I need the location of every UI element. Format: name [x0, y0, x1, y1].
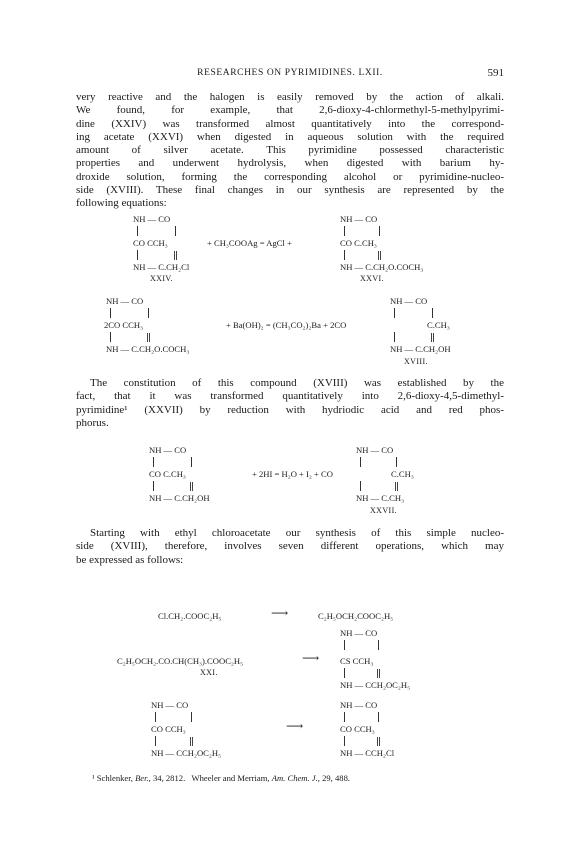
- text-line: very reactive and the halogen is easily removed by the action of alkali.: [76, 91, 504, 103]
- bond-line: [137, 226, 138, 236]
- text-line: Starting with ethyl chloroacetate our synthesis of this simple nucleo-: [90, 527, 504, 539]
- compound-number: XXI.: [200, 668, 218, 677]
- formula-row: NH — C.CH₂OH: [149, 493, 210, 503]
- double-bond: [190, 482, 193, 491]
- formula: Cl.CH₂.COOC₂H₅: [158, 611, 222, 621]
- text-line: pyrimidine¹ (XXVII) by reduction with hydriodic acid and red phos-: [76, 403, 504, 416]
- double-bond: [174, 251, 177, 260]
- formula-row: NH — CO: [151, 700, 189, 710]
- reaction-arrow: ⟶: [286, 719, 304, 733]
- text-line: fact, that it was transformed quantitatively into 2,6-dioxy-4,5-dimethyl-: [76, 390, 504, 403]
- footnote-author: Wheeler and Merriam,: [191, 773, 270, 783]
- reaction-terms: + 2HI = H₂O + I₂ + CO: [252, 469, 333, 479]
- formula-row: 2CO CCH₃: [104, 320, 144, 330]
- bond-line: [155, 712, 156, 722]
- formula-row: NH — C.CH₂O.COCH₃: [106, 344, 190, 354]
- bond-line: [344, 736, 345, 746]
- bond-line: [378, 640, 379, 650]
- bond-line: [344, 668, 345, 678]
- bond-line: [394, 308, 395, 318]
- paragraph-1: [76, 91, 504, 211]
- formula-row: CO C.CH₃: [340, 238, 377, 248]
- footnote-reference: 34, 2812.: [152, 773, 186, 783]
- text-line: following equations:: [76, 197, 167, 210]
- double-bond: [395, 482, 398, 491]
- bond-line: [379, 226, 380, 236]
- formula-row: NH — CO: [149, 445, 187, 455]
- footnote-journal: Am. Chem. J.,: [271, 773, 320, 783]
- reaction-terms: + Ba(OH)₂ = (CH₃CO₂)₂Ba + 2CO: [226, 320, 347, 330]
- page-number: 591: [487, 67, 504, 79]
- bond-line: [137, 250, 138, 260]
- bond-line: [110, 332, 111, 342]
- formula-row: NH — CO: [340, 700, 378, 710]
- formula-row: NH — CO: [390, 296, 428, 306]
- compound-number: XXVII.: [370, 506, 398, 515]
- formula-row: NH — C.CH₂O.COCH₃: [340, 262, 424, 272]
- paragraph-2: [76, 377, 504, 430]
- formula-row: NH — CO: [356, 445, 394, 455]
- text-line: be expressed as follows:: [76, 553, 184, 566]
- bond-line: [378, 712, 379, 722]
- bond-line: [344, 640, 345, 650]
- compound-number: XXVI.: [360, 274, 384, 283]
- bond-line: [175, 226, 176, 236]
- formula-row: C.CH₃: [391, 469, 414, 479]
- formula-row: CO CCH₃: [340, 724, 375, 734]
- double-bond: [378, 251, 381, 260]
- text-line: properties and underwent hydrolysis, when digested with barium hy-: [76, 157, 504, 170]
- reaction-arrow: ⟶: [271, 606, 289, 620]
- bond-line: [191, 712, 192, 722]
- footnote-journal: Ber.,: [135, 773, 151, 783]
- reaction-arrow: ⟶: [302, 651, 320, 665]
- text-line: dine (XXIV) was transformed almost quantitatively into the correspond-: [76, 117, 504, 130]
- bond-line: [155, 736, 156, 746]
- bond-line: [110, 308, 111, 318]
- double-bond: [377, 669, 380, 678]
- compound-number: XXIV.: [150, 274, 173, 283]
- bond-line: [148, 308, 149, 318]
- text-line: We found, for example, that 2,6-dioxy-4-chlormethyl-5-methylpyrimi-: [76, 104, 504, 117]
- footnote-author: Schlenker,: [96, 773, 133, 783]
- text-line: amount of silver acetate. This pyrimidine possessed characteristic: [76, 144, 504, 157]
- double-bond: [377, 737, 380, 746]
- formula-row: NH — CO: [133, 214, 171, 224]
- formula-row: CO C.CH₃: [149, 469, 186, 479]
- bond-line: [344, 226, 345, 236]
- text-line: ing acetate (XXVI) when digested in aqueous solution with the required: [76, 130, 504, 143]
- running-title: RESEARCHES ON PYRIMIDINES. LXII.: [197, 68, 383, 78]
- footnote-reference: 29, 488.: [322, 773, 351, 783]
- formula: C₂H₅OCH₂.CO.CH(CH₃).COOC₂H₅: [117, 656, 244, 666]
- formula-row: NH — C.CH₂OH: [390, 344, 451, 354]
- formula-row: CS CCH₃: [340, 656, 374, 666]
- bond-line: [191, 457, 192, 467]
- bond-line: [360, 457, 361, 467]
- bond-line: [153, 481, 154, 491]
- text-line: The constitution of this compound (XVIII) was established by the: [90, 377, 504, 389]
- bond-line: [153, 457, 154, 467]
- formula-row: NH — CO: [340, 214, 378, 224]
- formula-row: NH — CCH₂OC₂H₅: [151, 748, 222, 758]
- formula-row: NH — C.CH₃: [356, 493, 405, 503]
- double-bond: [431, 333, 434, 342]
- bond-line: [360, 481, 361, 491]
- text-line: side (XVIII). These final changes in our synthesis are represented by the: [76, 184, 504, 197]
- bond-line: [394, 332, 395, 342]
- formula-row: CO CCH₃: [151, 724, 186, 734]
- paragraph-3: [76, 527, 504, 567]
- double-bond: [190, 737, 193, 746]
- bond-line: [432, 308, 433, 318]
- formula-row: NH — CCH₂Cl: [340, 748, 395, 758]
- formula-row: C.CH₃: [427, 320, 450, 330]
- text-line: phorus.: [76, 416, 109, 429]
- compound-number: XVIII.: [404, 357, 428, 366]
- running-header: [76, 68, 504, 82]
- formula-row: NH — CO: [106, 296, 144, 306]
- text-line: side (XVIII), therefore, involves seven different operations, which may: [76, 540, 504, 553]
- formula-row: NH — CCH₂OC₂H₅: [340, 680, 411, 690]
- bond-line: [344, 250, 345, 260]
- formula: C₂H₅OCH₂COOC₂H₅: [318, 611, 394, 621]
- bond-line: [344, 712, 345, 722]
- double-bond: [147, 333, 150, 342]
- formula-row: NH — C.CH₂Cl: [133, 262, 190, 272]
- text-line: droxide solution, forming the corresponding alcohol or pyrimidine-nucleo-: [76, 170, 504, 183]
- formula-row: CO CCH₃: [133, 238, 168, 248]
- footnote: [92, 773, 350, 783]
- footnote-mark: ¹: [92, 773, 95, 783]
- formula-row: NH — CO: [340, 628, 378, 638]
- reaction-terms: + CH₃COOAg = AgCl +: [207, 238, 292, 248]
- bond-line: [396, 457, 397, 467]
